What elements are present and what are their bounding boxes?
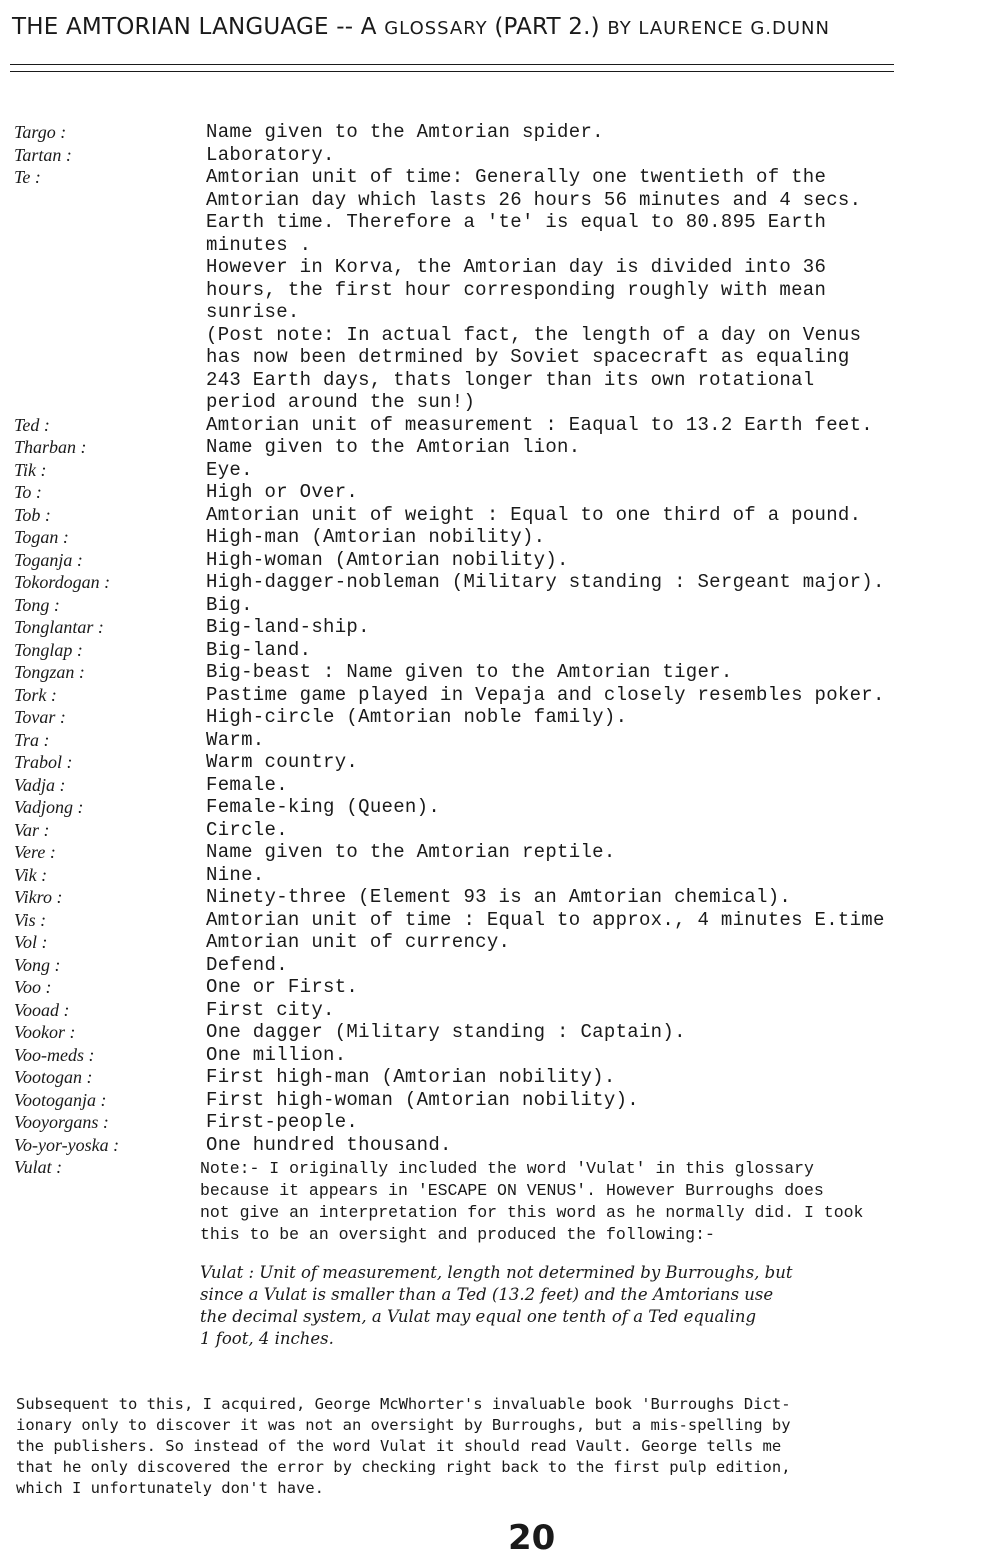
glossary-entry bbox=[14, 931, 1004, 954]
closing-line: the publishers. So instead of the word Vulat it should read Vault. George tells me bbox=[16, 1437, 782, 1455]
closing-line: Subsequent to this, I acquired, George McWhorter's invaluable book 'Burroughs Dict- bbox=[16, 1395, 791, 1413]
glossary-term: Te : bbox=[14, 167, 41, 187]
glossary-definition bbox=[206, 459, 1004, 482]
definition-line: (Post note: In actual fact, the length of a day on Venus bbox=[206, 323, 862, 346]
glossary-entry bbox=[14, 414, 1004, 437]
definition-line: High or Over. bbox=[206, 481, 359, 503]
glossary-term: Targo : bbox=[14, 122, 67, 142]
glossary-definition bbox=[206, 121, 1004, 144]
definition-line: Name given to the Amtorian spider. bbox=[206, 121, 604, 143]
glossary-term: Vikro : bbox=[14, 887, 63, 907]
glossary-definition bbox=[206, 1089, 1004, 1112]
definition-line: Warm. bbox=[206, 728, 265, 751]
glossary-entry bbox=[14, 436, 1004, 459]
definition-line: High-woman (Amtorian nobility). bbox=[206, 548, 569, 571]
definition-line: Name given to the Amtorian reptile. bbox=[206, 841, 616, 863]
glossary-term: Vootoganja : bbox=[14, 1089, 107, 1110]
glossary-term: Tongzan : bbox=[14, 662, 85, 682]
definition-line: High-dagger-nobleman (Military standing : Sergeant major). bbox=[206, 571, 885, 593]
glossary-definition bbox=[206, 976, 1004, 999]
definition-line: First high-woman (Amtorian nobility). bbox=[206, 1088, 639, 1111]
glossary-definition bbox=[206, 504, 1004, 527]
glossary-definition bbox=[206, 684, 1004, 707]
glossary-term: Vo-yor-yoska : bbox=[14, 1134, 120, 1155]
glossary-term: Tong : bbox=[14, 594, 60, 615]
glossary-entry bbox=[14, 706, 1004, 729]
definition-line: Circle. bbox=[206, 818, 288, 841]
glossary-definition bbox=[206, 1021, 1004, 1044]
glossary-definition bbox=[206, 796, 1004, 819]
glossary-entry bbox=[14, 481, 1004, 504]
hand-line: Vulat : Unit of measurement, length not determined by Burroughs, but bbox=[200, 1263, 793, 1282]
glossary-term: Var : bbox=[14, 819, 50, 840]
hand-line: 1 foot, 4 inches. bbox=[200, 1329, 334, 1348]
glossary-definition bbox=[206, 706, 1004, 729]
glossary-entry bbox=[14, 144, 1004, 167]
glossary-term: Vol : bbox=[14, 932, 48, 952]
glossary-entry bbox=[14, 459, 1004, 482]
glossary-entry bbox=[14, 166, 1004, 414]
glossary-entry-vulat bbox=[14, 1156, 1004, 1350]
glossary-term: Trabol : bbox=[14, 752, 73, 772]
definition-line: One hundred thousand. bbox=[206, 1133, 452, 1156]
definition-line: First-people. bbox=[206, 1111, 359, 1133]
glossary-definition bbox=[206, 481, 1004, 504]
glossary-term: Tovar : bbox=[14, 707, 66, 727]
definition-line: Warm country. bbox=[206, 751, 359, 773]
glossary-definition bbox=[206, 414, 1004, 437]
glossary-entry bbox=[14, 121, 1004, 144]
glossary-term: Voo : bbox=[14, 977, 52, 997]
definition-line: Amtorian unit of measurement : Eaqual to 13.2 Earth feet. bbox=[206, 413, 874, 436]
definition-line: Big. bbox=[206, 593, 253, 616]
glossary-definition bbox=[206, 436, 1004, 459]
glossary-entry bbox=[14, 571, 1004, 594]
definition-line: Name given to the Amtorian lion. bbox=[206, 436, 581, 458]
note-line: this to be an oversight and produced the following:- bbox=[200, 1225, 715, 1244]
glossary-term: Toganja : bbox=[14, 549, 83, 570]
glossary-entry bbox=[14, 1089, 1004, 1112]
glossary-definition bbox=[206, 886, 1004, 909]
glossary-entry bbox=[14, 594, 1004, 617]
glossary-term: Vis : bbox=[14, 909, 47, 930]
glossary-term: Tonglap : bbox=[14, 639, 83, 660]
glossary-term: Ted : bbox=[14, 414, 50, 435]
glossary-term: Tork : bbox=[14, 684, 57, 705]
glossary-term: Vong : bbox=[14, 954, 61, 975]
glossary-entry bbox=[14, 774, 1004, 797]
glossary-definition bbox=[206, 751, 1004, 774]
definition-line: High-circle (Amtorian noble family). bbox=[206, 706, 628, 728]
definition-line: One or First. bbox=[206, 976, 359, 998]
definition-line: Amtorian unit of time : Equal to approx., 4 minutes E.time bbox=[206, 908, 885, 931]
definition-line: One dagger (Military standing : Captain). bbox=[206, 1021, 686, 1043]
vulat-note bbox=[200, 1158, 1004, 1246]
glossary-definition bbox=[206, 571, 1004, 594]
glossary-term: Vooyorgans : bbox=[14, 1112, 109, 1132]
glossary-term: Tokordogan : bbox=[14, 572, 111, 592]
definition-line: First high-man (Amtorian nobility). bbox=[206, 1066, 616, 1088]
glossary-definition bbox=[206, 166, 1004, 414]
closing-paragraph bbox=[16, 1394, 1001, 1499]
definition-line: Amtorian unit of weight : Equal to one third of a pound. bbox=[206, 503, 862, 526]
glossary-term: Vere : bbox=[14, 842, 56, 862]
glossary-term: Tartan : bbox=[14, 144, 72, 165]
glossary-entry bbox=[14, 1111, 1004, 1134]
definition-line: First city. bbox=[206, 998, 335, 1021]
definition-line: Nine. bbox=[206, 863, 265, 886]
glossary-definition bbox=[206, 931, 1004, 954]
definition-line: sunrise. bbox=[206, 301, 300, 323]
definition-line: Pastime game played in Vepaja and closely resembles poker. bbox=[206, 683, 885, 706]
glossary-term: Vootogan : bbox=[14, 1067, 93, 1087]
glossary-term: Vulat : bbox=[14, 1157, 63, 1177]
glossary-term: Voo-meds : bbox=[14, 1044, 95, 1065]
glossary-entry bbox=[14, 999, 1004, 1022]
definition-line: One million. bbox=[206, 1043, 347, 1066]
header-rule-top bbox=[10, 64, 894, 65]
glossary-entry bbox=[14, 796, 1004, 819]
glossary-term: Tharban : bbox=[14, 437, 87, 457]
header-byline: BY LAURENCE G.DUNN bbox=[607, 18, 830, 39]
glossary-entry bbox=[14, 504, 1004, 527]
glossary-definition bbox=[206, 841, 1004, 864]
definition-line: High-man (Amtorian nobility). bbox=[206, 526, 546, 548]
glossary-entry bbox=[14, 976, 1004, 999]
definition-line: period around the sun!) bbox=[206, 391, 476, 413]
glossary-entry bbox=[14, 684, 1004, 707]
glossary-term: Vadja : bbox=[14, 774, 66, 795]
hand-line: since a Vulat is smaller than a Ted (13.2 feet) and the Amtorians use bbox=[200, 1285, 774, 1304]
glossary-entry bbox=[14, 886, 1004, 909]
glossary-entry bbox=[14, 954, 1004, 977]
note-line: not give an interpretation for this word as he normally did. I took bbox=[200, 1203, 864, 1222]
definition-line: Big-land-ship. bbox=[206, 616, 370, 638]
glossary-entry bbox=[14, 819, 1004, 842]
glossary-definition bbox=[206, 549, 1004, 572]
definition-line: Amtorian day which lasts 26 hours 56 minutes and 4 secs. bbox=[206, 188, 862, 211]
glossary-definition bbox=[206, 1111, 1004, 1134]
glossary-definition bbox=[206, 526, 1004, 549]
page-header bbox=[12, 14, 1002, 40]
closing-line: that he only discovered the error by checking right back to the first pulp edition, bbox=[16, 1458, 791, 1476]
glossary-term: Tob : bbox=[14, 504, 51, 525]
glossary-definition bbox=[206, 909, 1004, 932]
glossary-definition bbox=[206, 639, 1004, 662]
hand-line: the decimal system, a Vulat may equal one tenth of a Ted equaling bbox=[200, 1307, 757, 1326]
header-rule-bottom bbox=[10, 71, 894, 72]
glossary-entry bbox=[14, 1021, 1004, 1044]
definition-line: Eye. bbox=[206, 458, 253, 481]
definition-line: However in Korva, the Amtorian day is divided into 36 bbox=[206, 256, 827, 278]
definition-line: Amtorian unit of time: Generally one twentieth of the bbox=[206, 166, 827, 188]
glossary-entry bbox=[14, 1066, 1004, 1089]
glossary-entry bbox=[14, 526, 1004, 549]
definition-line: has now been detrmined by Soviet spacecraft as equaling bbox=[206, 346, 850, 368]
glossary-definition bbox=[206, 864, 1004, 887]
page-number: 20 bbox=[508, 1518, 556, 1558]
glossary-entry bbox=[14, 639, 1004, 662]
glossary-definition bbox=[206, 1044, 1004, 1067]
glossary-entry bbox=[14, 729, 1004, 752]
definition-line: Amtorian unit of currency. bbox=[206, 931, 511, 953]
definition-line: Female-king (Queen). bbox=[206, 796, 441, 818]
definition-line: Female. bbox=[206, 773, 288, 796]
glossary-definition bbox=[206, 729, 1004, 752]
glossary-term: Tra : bbox=[14, 729, 50, 750]
definition-line: 243 Earth days, thats longer than its own rotational bbox=[206, 368, 815, 391]
glossary-term: Vooad : bbox=[14, 999, 70, 1020]
glossary-definition bbox=[206, 1134, 1004, 1157]
glossary-definition bbox=[206, 1066, 1004, 1089]
glossary-term: Vik : bbox=[14, 864, 48, 885]
glossary-term: Vadjong : bbox=[14, 797, 84, 817]
glossary-definition bbox=[206, 616, 1004, 639]
definition-line: Laboratory. bbox=[206, 143, 335, 166]
glossary-entry bbox=[14, 841, 1004, 864]
definition-line: Defend. bbox=[206, 953, 288, 976]
glossary-definition bbox=[206, 774, 1004, 797]
definition-line: Big-land. bbox=[206, 638, 312, 661]
definition-line: Ninety-three (Element 93 is an Amtorian chemical). bbox=[206, 886, 792, 908]
glossary-entry bbox=[14, 1044, 1004, 1067]
header-title: THE AMTORIAN LANGUAGE -- A bbox=[12, 14, 385, 40]
glossary-term: Togan : bbox=[14, 527, 69, 547]
glossary-entry bbox=[14, 549, 1004, 572]
glossary-entry bbox=[14, 616, 1004, 639]
header-part: (PART 2.) bbox=[494, 14, 608, 40]
closing-line: ionary only to discover it was not an oversight by Burroughs, but a mis-spelling by bbox=[16, 1416, 791, 1434]
definition-line: Big-beast : Name given to the Amtorian tiger. bbox=[206, 661, 733, 683]
header-glossary: GLOSSARY bbox=[384, 18, 495, 39]
glossary-definition bbox=[206, 661, 1004, 684]
glossary-definition bbox=[206, 819, 1004, 842]
definition-line: Earth time. Therefore a 'te' is equal to 80.895 Earth bbox=[206, 211, 827, 233]
definition-line: hours, the first hour corresponding roughly with mean bbox=[206, 278, 827, 301]
glossary-entry bbox=[14, 661, 1004, 684]
definition-line: minutes . bbox=[206, 233, 312, 256]
glossary-definition bbox=[206, 144, 1004, 167]
glossary-entry bbox=[14, 751, 1004, 774]
glossary-entries bbox=[14, 121, 1004, 1350]
glossary-entry bbox=[14, 909, 1004, 932]
glossary-term: Tonglantar : bbox=[14, 617, 104, 637]
glossary-definition bbox=[206, 999, 1004, 1022]
note-line: because it appears in 'ESCAPE ON VENUS'. However Burroughs does bbox=[200, 1181, 824, 1200]
glossary-definition bbox=[206, 594, 1004, 617]
glossary-term: Tik : bbox=[14, 459, 47, 480]
note-line: Note:- I originally included the word 'Vulat' in this glossary bbox=[200, 1159, 814, 1178]
handwritten-definition bbox=[200, 1262, 1004, 1350]
closing-line: which I unfortunately don't have. bbox=[16, 1479, 324, 1497]
glossary-term: Vookor : bbox=[14, 1022, 76, 1042]
glossary-entry bbox=[14, 864, 1004, 887]
glossary-term: To : bbox=[14, 482, 42, 502]
glossary-definition bbox=[206, 954, 1004, 977]
glossary-entry bbox=[14, 1134, 1004, 1157]
